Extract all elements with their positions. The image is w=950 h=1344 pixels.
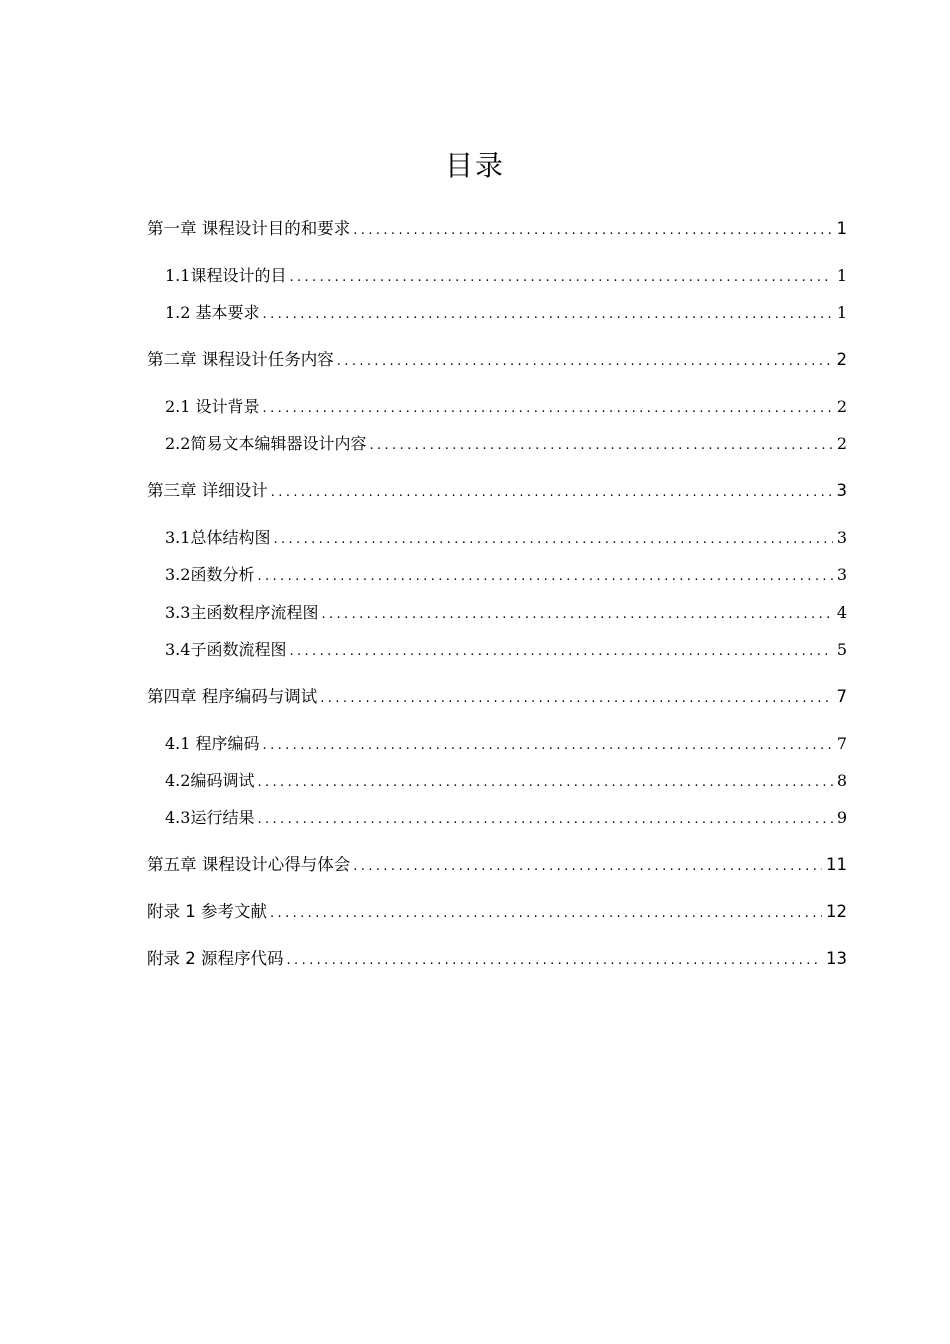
dot-leader bbox=[337, 349, 833, 375]
toc-page-number: 4 bbox=[836, 603, 847, 622]
dot-leader bbox=[353, 854, 822, 880]
toc-entry-section-3-2[interactable] bbox=[165, 562, 847, 588]
toc-page-number: 13 bbox=[826, 949, 847, 968]
toc-entry-label: 2.1 设计背景 bbox=[165, 397, 260, 416]
toc-page-number: 7 bbox=[836, 687, 847, 706]
dot-leader bbox=[369, 433, 832, 459]
toc-entry-label: 附录 1 参考文献 bbox=[147, 902, 267, 921]
dot-leader bbox=[263, 733, 833, 759]
toc-entry-chapter-4[interactable] bbox=[147, 684, 847, 710]
toc-entry-label: 4.3运行结果 bbox=[165, 808, 255, 827]
toc-entry-chapter-5[interactable] bbox=[147, 852, 847, 878]
toc-entry-chapter-1[interactable] bbox=[147, 216, 847, 242]
toc-page-number: 11 bbox=[826, 855, 847, 874]
dot-leader bbox=[289, 265, 832, 291]
dot-leader bbox=[321, 602, 832, 628]
toc-page-number: 2 bbox=[836, 434, 847, 453]
toc-entry-label: 4.1 程序编码 bbox=[165, 734, 260, 753]
toc-page-number: 1 bbox=[836, 266, 847, 285]
dot-leader bbox=[287, 948, 823, 974]
toc-entry-label: 第一章 课程设计目的和要求 bbox=[147, 219, 351, 238]
toc-entry-section-4-3[interactable] bbox=[165, 805, 847, 831]
dot-leader bbox=[320, 686, 832, 712]
toc-entry-chapter-3[interactable] bbox=[147, 478, 847, 504]
toc-entry-label: 第五章 课程设计心得与体会 bbox=[147, 855, 351, 874]
dot-leader bbox=[270, 901, 822, 927]
dot-leader bbox=[263, 396, 833, 422]
toc-entry-label: 第四章 程序编码与调试 bbox=[147, 687, 318, 706]
toc-entry-label: 1.2 基本要求 bbox=[165, 303, 260, 322]
dot-leader bbox=[257, 564, 832, 590]
toc-entry-section-1-1[interactable] bbox=[165, 263, 847, 289]
toc-entry-section-3-4[interactable] bbox=[165, 637, 847, 663]
toc-page-number: 2 bbox=[836, 350, 847, 369]
toc-entry-label: 附录 2 源程序代码 bbox=[147, 949, 284, 968]
toc-entry-section-2-1[interactable] bbox=[165, 394, 847, 420]
toc-entry-chapter-2[interactable] bbox=[147, 347, 847, 373]
toc-entry-section-1-2[interactable] bbox=[165, 300, 847, 326]
toc-entry-section-2-2[interactable] bbox=[165, 431, 847, 457]
toc-entry-section-4-2[interactable] bbox=[165, 768, 847, 794]
toc-entry-label: 第二章 课程设计任务内容 bbox=[147, 350, 334, 369]
toc-entry-label: 3.1总体结构图 bbox=[165, 528, 271, 547]
toc-page-number: 3 bbox=[836, 528, 847, 547]
toc-entry-label: 1.1课程设计的目 bbox=[165, 266, 287, 285]
toc-entry-label: 3.3主函数程序流程图 bbox=[165, 603, 319, 622]
toc-page-number: 1 bbox=[836, 303, 847, 322]
toc-entry-label: 2.2简易文本编辑器设计内容 bbox=[165, 434, 367, 453]
dot-leader bbox=[273, 527, 832, 553]
toc-page-number: 12 bbox=[826, 902, 847, 921]
dot-leader bbox=[353, 218, 832, 244]
toc-entry-label: 3.4子函数流程图 bbox=[165, 640, 287, 659]
toc-entry-label: 4.2编码调试 bbox=[165, 771, 255, 790]
dot-leader bbox=[263, 302, 833, 328]
toc-page-number: 9 bbox=[836, 808, 847, 827]
toc-entry-appendix-1[interactable] bbox=[147, 899, 847, 925]
toc-entry-label: 第三章 详细设计 bbox=[147, 481, 268, 500]
toc-title: 目录 bbox=[444, 149, 505, 182]
toc-page-number: 1 bbox=[836, 219, 847, 238]
toc-page-number: 2 bbox=[836, 397, 847, 416]
toc-page-number: 7 bbox=[836, 734, 847, 753]
toc-page-number: 3 bbox=[836, 565, 847, 584]
toc-entry-label: 3.2函数分析 bbox=[165, 565, 255, 584]
toc-entry-appendix-2[interactable] bbox=[147, 946, 847, 972]
dot-leader bbox=[257, 770, 832, 796]
toc-page-number: 3 bbox=[836, 481, 847, 500]
toc-page-number: 8 bbox=[836, 771, 847, 790]
toc-entry-section-3-3[interactable] bbox=[165, 600, 847, 626]
dot-leader bbox=[289, 639, 832, 665]
dot-leader bbox=[257, 807, 832, 833]
toc-entry-section-4-1[interactable] bbox=[165, 731, 847, 757]
dot-leader bbox=[271, 480, 833, 506]
toc-entry-section-3-1[interactable] bbox=[165, 525, 847, 551]
toc-page-number: 5 bbox=[836, 640, 847, 659]
